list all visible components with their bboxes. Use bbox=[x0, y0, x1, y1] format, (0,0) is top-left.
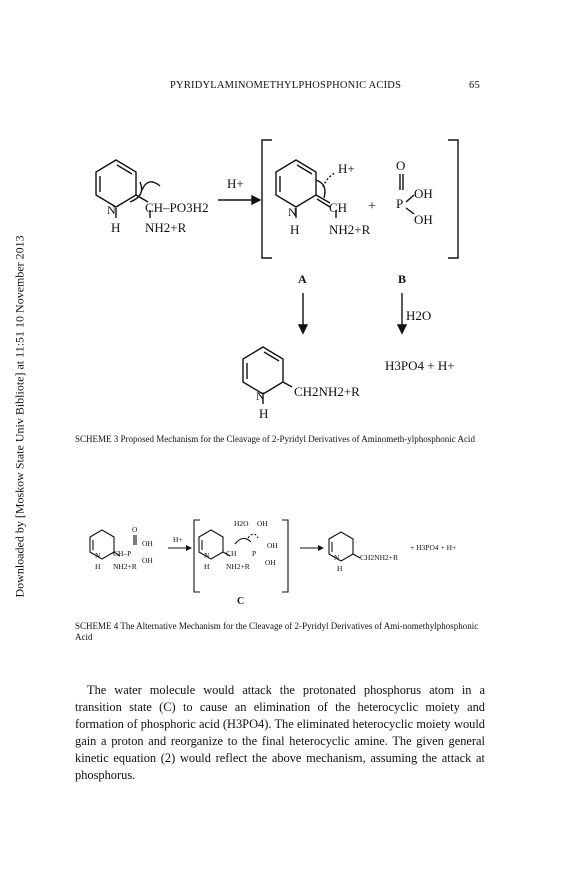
page-number: 65 bbox=[469, 80, 480, 91]
scheme4-caption: SCHEME 4 The Alternative Mechanism for the Cleavage of 2-Pyridyl Derivatives of Ami-nomethylphosphonic Acid bbox=[75, 621, 479, 642]
s4-c-n: N bbox=[204, 551, 210, 560]
s4-r-chp: CH–P bbox=[113, 549, 132, 558]
s3-a-n: N bbox=[288, 205, 297, 219]
s4-r-n: N bbox=[95, 551, 101, 560]
scheme3-intermediate-ring bbox=[276, 160, 336, 218]
s3-arrow1-label: H+ bbox=[227, 176, 244, 191]
s4-c-oh: OH bbox=[257, 519, 268, 528]
s3-label-a: A bbox=[298, 272, 307, 286]
s4-c-ch: CH bbox=[226, 549, 237, 558]
header-title: PYRIDYLAMINOMETHYLPHOSPHONIC ACIDS bbox=[170, 80, 402, 91]
s4-c-h2o: H2O bbox=[234, 519, 249, 528]
download-notice: Downloaded by [Moskow State Univ Bibliote] at 11:51 10 November 2013 bbox=[12, 235, 27, 598]
s3-product-ch2: CH2NH2+R bbox=[294, 384, 360, 399]
s4-r-h: H bbox=[95, 562, 101, 571]
body-paragraph-text: The water molecule would attack the protonated phosphorus atom in a transition state (C) to cause an elimination of the heterocyclic moiety and formation of phosphoric acid (H3PO4). The eliminated heterocyclic moiety would gain a proton and reorganize to the final heterocyclic amine. The given general kinetic equation (2) would reflect the above mechanism, assuming the attack at phosphorus. bbox=[75, 683, 485, 782]
s4-c-oh3: OH bbox=[265, 558, 276, 567]
s4-c-nh2r: NH2+R bbox=[226, 562, 250, 571]
s4-arrow-label: H+ bbox=[173, 535, 183, 544]
s4-r-o: O bbox=[132, 525, 138, 534]
s4-c-p: P bbox=[252, 549, 257, 558]
s3-product-n: N bbox=[256, 389, 265, 403]
s3-a-hplus: H+ bbox=[338, 161, 355, 176]
s3-b-oh-top: OH bbox=[414, 186, 433, 201]
s3-b-o: O bbox=[396, 158, 406, 173]
s4-r-oh2: OH bbox=[142, 556, 153, 565]
s3-product-h: H bbox=[259, 406, 269, 421]
s4-c-oh2: OH bbox=[267, 541, 278, 550]
s4-label-c: C bbox=[237, 596, 245, 607]
scheme3-product-ring bbox=[243, 347, 292, 404]
s4-byproducts: + H3PO4 + H+ bbox=[410, 543, 457, 552]
s3-reactant-n: N bbox=[107, 203, 116, 217]
s4-p-n: N bbox=[334, 553, 340, 562]
s3-plus: + bbox=[368, 199, 376, 214]
s3-reactant-ch: CH–PO3H2 bbox=[145, 200, 209, 215]
s3-a-ch: CH bbox=[329, 200, 348, 215]
s3-products-right: H3PO4 + H+ bbox=[385, 358, 455, 373]
s4-r-oh1: OH bbox=[142, 539, 153, 548]
body-paragraph bbox=[75, 682, 485, 784]
s4-p-h: H bbox=[337, 564, 343, 573]
s3-reactant-h: H bbox=[111, 220, 121, 235]
s4-r-nh2r: NH2+R bbox=[113, 562, 137, 571]
s4-p-ch2: CH2NH2+R bbox=[360, 553, 398, 562]
s3-b-p: P bbox=[396, 196, 404, 211]
s3-water-label: H2O bbox=[406, 308, 432, 323]
scheme3-caption: SCHEME 3 Proposed Mechanism for the Cleavage of 2-Pyridyl Derivatives of Aminometh-ylphosphonic Acid bbox=[75, 434, 475, 444]
s3-label-b: B bbox=[398, 272, 407, 286]
s3-a-nh2r: NH2+R bbox=[329, 222, 371, 237]
s3-b-oh-bottom: OH bbox=[414, 212, 433, 227]
s3-a-h: H bbox=[290, 222, 300, 237]
s4-c-h: H bbox=[204, 562, 210, 571]
s3-reactant-nh2r: NH2+R bbox=[145, 220, 187, 235]
